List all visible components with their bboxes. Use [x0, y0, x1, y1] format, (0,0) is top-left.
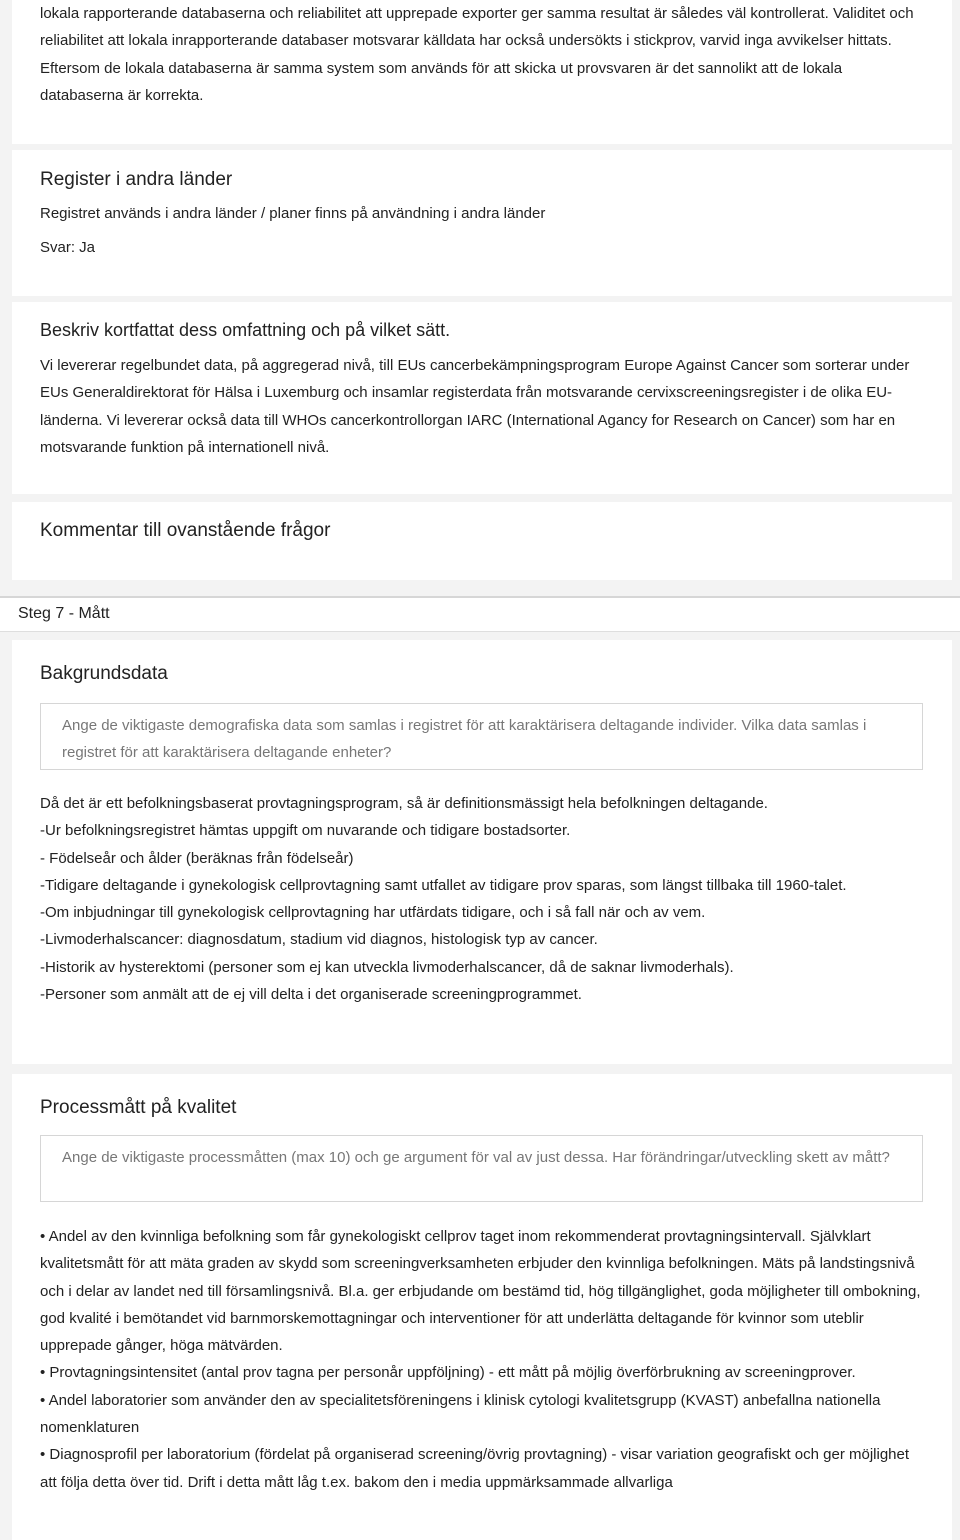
intro-card: [12, 0, 952, 144]
process-measures-text: • Andel av den kvinnliga befolkning som får gynekologiskt cellprov taget inom rekommenderat provtagningsintervall. Självklart kvalitetsmått för att mäta graden av skydd som screeningverksamheten erbjuder den kvinnliga befolkningen. Mäts på landstingsnivå och i delar av landet ned till församlingsnivå. Bl.a. ger erbjudande om bestämd tid, hög tillgänglighet, goda möjligheter till ombokning, god kvalité i bemötandet vid barnmorskemottagningar och interventioner för att underlätta deltagande för kvinnor som uteblir upprepade gånger, höga mätvärden. • Provtagningsintensitet (antal prov tagna per personår uppföljning) - ett mått på möjlig överförbrukning av screeningprover. • Andel laboratorier som använder den av specialitetsföreningens i klinisk cytologi kvalitetsgrupp (KVAST) anbefallna nationella nomenklaturen • Diagnosprofil per laboratorium (fördelat på organiserad screening/övrig provtagning) - visar variation geografiskt och ger möjlighet att följa detta över tid. Drift i detta mått låg t.ex. bakom den i media uppmärksammade allvarliga: [40, 1228, 921, 1491]
comment-heading: Kommentar till ovanstående frågor: [40, 520, 331, 541]
register-other-countries-answer: Svar: Ja: [40, 239, 96, 256]
process-measures-heading: Processmått på kvalitet: [40, 1097, 237, 1118]
register-other-countries-card: [12, 150, 952, 296]
process-measures-hint: Ange de viktigaste processmåtten (max 10) och ge argument för val av just dessa. Har förändringar/utveckling skett av mått?: [40, 1135, 923, 1202]
describe-text: Vi levererar regelbundet data, på aggregerad nivå, till EUs cancerbekämpningsprogram Europe Against Cancer som sorterar under EUs Generaldirektorat för Hälsa i Luxemburg och insamlar registerdata från motsvarande cervixscreeningsregister i de olika EU-länderna. Vi levererar också data till WHOs cancerkontrollorgan IARC (International Agancy for Research on Cancer) som har en motsvarande funktion på internationell nivå.: [40, 357, 910, 456]
register-other-countries-question: Registret används i andra länder / planer finns på användning i andra länder: [40, 205, 546, 222]
describe-heading: Beskriv kortfattat dess omfattning och på vilket sätt.: [40, 320, 451, 340]
background-data-hint: Ange de viktigaste demografiska data som samlas i registret för att karaktärisera deltagande individer. Vilka data samlas i registret för att karaktärisera deltagande enheter?: [40, 703, 923, 770]
register-other-countries-heading: Register i andra länder: [40, 169, 233, 190]
intro-text: lokala rapporterande databaserna och reliabilitet att upprepade exporter ger samma resultat är således väl kontrollerat. Validitet och reliabilitet att lokala inrapporterande databaser motsvarar källdata har också undersökts i stickprov, varvid inga avvikelser hittats. Eftersom de lokala databaserna är samma system som används för att skicka ut provsvaren är det sannolikt att de lokala databaserna är korrekta.: [40, 5, 914, 104]
step-label: Steg 7 - Mått: [18, 605, 110, 622]
comment-card: [12, 502, 952, 580]
background-data-heading: Bakgrundsdata: [40, 663, 168, 684]
step-header: [0, 596, 960, 632]
describe-card: [12, 302, 952, 494]
background-data-text: Då det är ett befolkningsbaserat provtagningsprogram, så är definitionsmässigt hela befolkningen deltagande. -Ur befolkningsregistret hämtas uppgift om nuvarande och tidigare bostadsorter. - Födelseår och ålder (beräknas från födelseår) -Tidigare deltagande i gynekologisk cellprovtagning samt utfallet av tidigare prov sparas, som längst tillbaka till 1960-talet. -Om inbjudningar till gynekologisk cellprovtagning har utfärdats tidigare, och i så fall när och av vem. -Livmoderhalscancer: diagnosdatum, stadium vid diagnos, histologisk typ av cancer. -Historik av hysterektomi (personer som ej kan utveckla livmoderhalscancer, då de saknar livmoderhals). -Personer som anmält att de ej vill delta i det organiserade screeningprogrammet.: [40, 795, 847, 1004]
